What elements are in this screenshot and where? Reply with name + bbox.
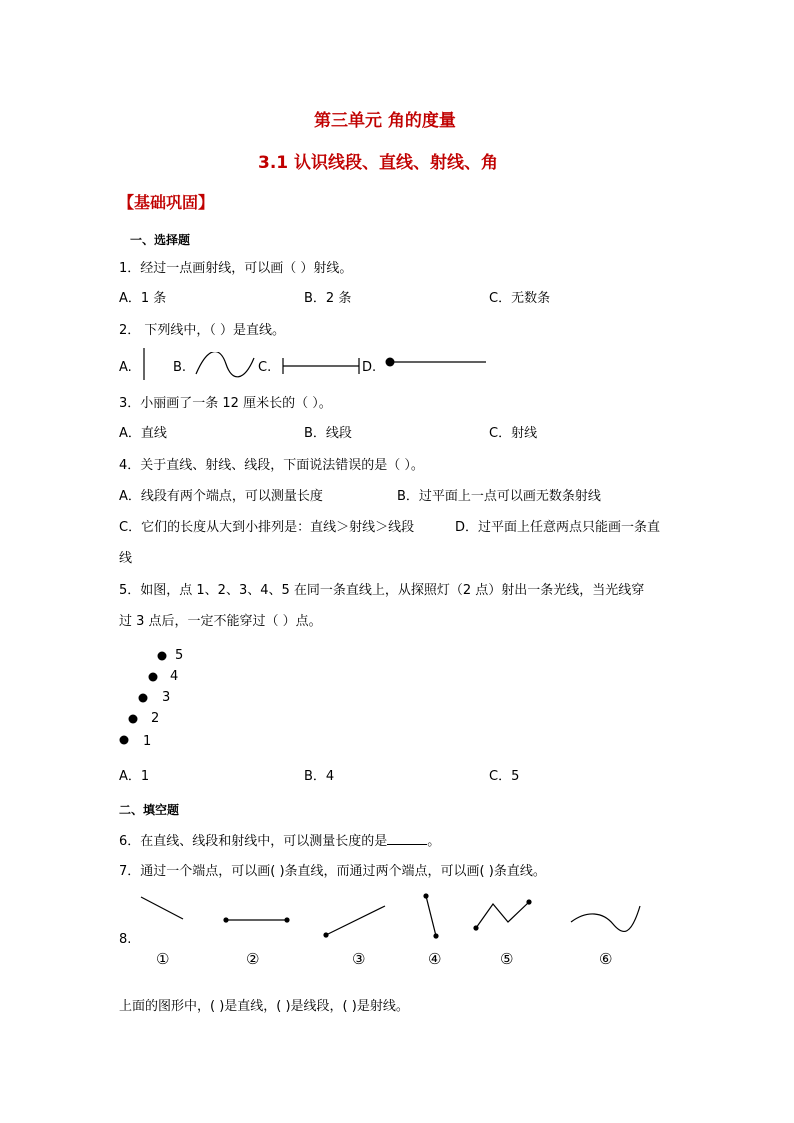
q8-answer-line: 上面的图形中，( )是直线，( )是线段，( )是射线。 <box>119 999 409 1014</box>
q3-option-a: A．直线 <box>119 426 167 441</box>
point-5 <box>158 652 167 661</box>
q4-stem: 4．关于直线、射线、线段，下面说法错误的是（ ）。 <box>119 458 424 473</box>
q1-option-a: A．1 条 <box>119 291 167 306</box>
part2-heading: 二、填空题 <box>119 803 180 817</box>
q5-option-c: C．5 <box>489 769 520 784</box>
figure-1-line <box>141 897 183 919</box>
figure-label-5: ⑤ <box>500 950 514 968</box>
q4-option-b: B．过平面上一点可以画无数条射线 <box>397 489 601 504</box>
figure-4-segment <box>426 896 436 936</box>
q5-option-b: B．4 <box>304 769 335 784</box>
figure-label-1: ① <box>156 950 170 968</box>
point-3 <box>139 694 148 703</box>
figure-label-2: ② <box>246 950 260 968</box>
vertical-line-figure <box>138 346 150 382</box>
q5-stem-line2: 过 3 点后，一定不能穿过（ ）点。 <box>119 614 322 629</box>
point-2 <box>129 715 138 724</box>
point-label-3: 3 <box>162 690 171 705</box>
figure-label-3: ③ <box>352 950 366 968</box>
q1-option-c: C．无数条 <box>489 291 551 306</box>
point-label-1: 1 <box>143 734 152 749</box>
q4-option-a: A．线段有两个端点，可以测量长度 <box>119 489 323 504</box>
unit-title: 第三单元 角的度量 <box>314 111 456 131</box>
q2-option-a: A. <box>119 360 132 375</box>
q6-stem: 6．在直线、线段和射线中，可以测量长度的是 <box>119 834 388 849</box>
q1-stem: 1．经过一点画射线，可以画（ ）射线。 <box>119 261 353 276</box>
q4-option-d: D．过平面上任意两点只能画一条直 <box>455 520 661 535</box>
q2-stem: 2． 下列线中，（ ）是直线。 <box>119 323 286 338</box>
q5-option-a: A．1 <box>119 769 150 784</box>
q7-stem: 7．通过一个端点，可以画( )条直线，而通过两个端点，可以画( )条直线。 <box>119 864 546 879</box>
figure-6-curve <box>571 906 640 931</box>
q6-stem-wrap <box>119 832 440 851</box>
point-label-4: 4 <box>170 669 179 684</box>
q8-figures <box>135 890 655 946</box>
q6-answer-blank[interactable] <box>387 832 427 845</box>
q2-option-c: C. <box>258 360 272 375</box>
ray-figure <box>383 355 487 369</box>
q6-end: 。 <box>427 834 441 849</box>
figure-3-ray <box>326 906 385 935</box>
curve-figure <box>194 352 256 378</box>
point-label-5: 5 <box>175 648 184 663</box>
section-heading: 【基础巩固】 <box>118 193 215 212</box>
figure-5-broken-line <box>476 902 529 928</box>
q4-option-d-continued: 线 <box>119 551 133 566</box>
figure-label-6: ⑥ <box>599 950 613 968</box>
q3-option-b: B．线段 <box>304 426 352 441</box>
lesson-title: 3.1 认识线段、直线、射线、角 <box>258 153 499 173</box>
q2-option-b: B. <box>173 360 187 375</box>
part1-heading: 一、选择题 <box>130 233 191 247</box>
q5-stem-line1: 5．如图，点 1、2、3、4、5 在同一条直线上，从探照灯（2 点）射出一条光线，当光线穿 <box>119 583 645 598</box>
q4-option-c: C．它们的长度从大到小排列是：直线＞射线＞线段 <box>119 520 415 535</box>
q2-option-d: D. <box>362 360 377 375</box>
q3-option-c: C．射线 <box>489 426 538 441</box>
figure-label-4: ④ <box>428 950 442 968</box>
point-1 <box>120 736 129 745</box>
q1-option-b: B．2 条 <box>304 291 352 306</box>
q3-stem: 3．小丽画了一条 12 厘米长的（ ）。 <box>119 396 332 411</box>
point-4 <box>149 673 158 682</box>
segment-figure <box>280 355 362 377</box>
q8-label: 8. <box>119 932 132 947</box>
point-label-2: 2 <box>151 711 160 726</box>
